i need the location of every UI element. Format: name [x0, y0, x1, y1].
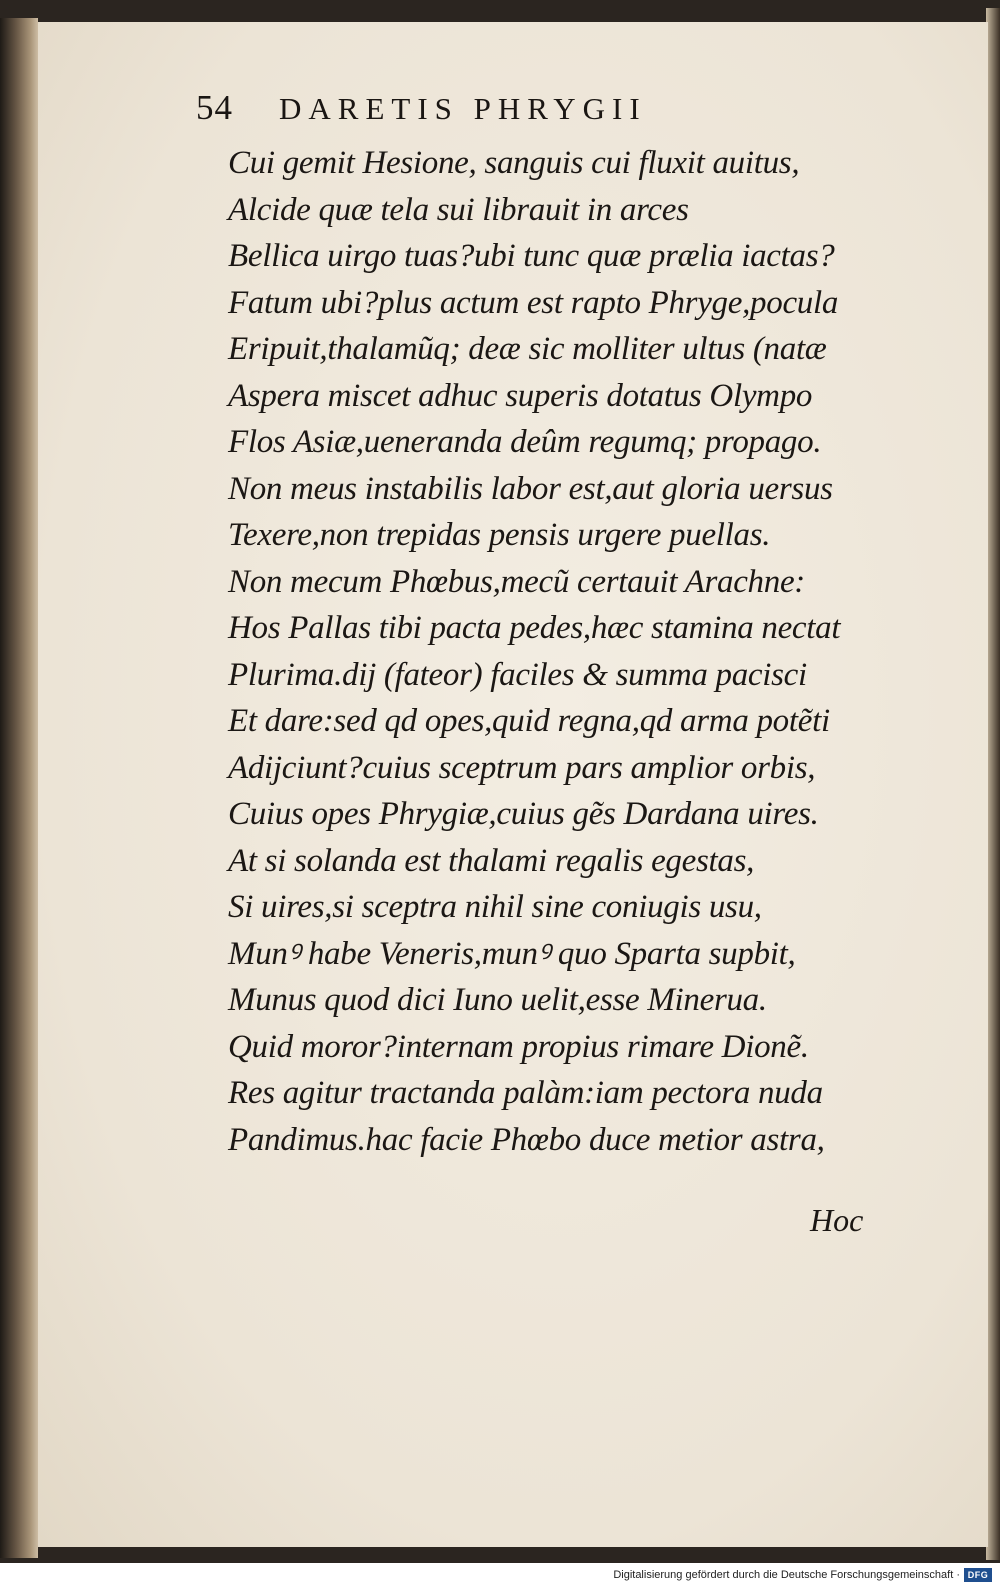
catchword: Hoc [810, 1202, 864, 1238]
verse-line: Alcide quæ tela sui librauit in arces [228, 191, 689, 228]
verse-line: Plurima.dij (fateor) faciles & summa pacisci [228, 656, 807, 693]
verse-line: Res agitur tractanda palàm:iam pectora nuda [228, 1075, 823, 1111]
verse-line: Bellica uirgo tuas?ubi tunc quæ prælia iactas? [228, 238, 835, 274]
verse-line: Cuius opes Phrygiæ,cuius gẽs Dardana uires. [228, 796, 819, 832]
verse-line: At si solanda est thalami regalis egestas, [228, 842, 755, 879]
verse-text-block [228, 140, 928, 1163]
verse-line: Si uires,si sceptra nihil sine coniugis usu, [228, 889, 762, 925]
verse-line: Non mecum Phœbus,mecũ certauit Arachne: [228, 563, 805, 600]
verse-line: Non meus instabilis labor est,aut gloria uersus [228, 470, 833, 507]
verse-line: Quid moror?internam propius rimare Dionẽ. [228, 1028, 809, 1065]
verse-line: Hos Pallas tibi pacta pedes,hæc stamina nectat [228, 610, 841, 646]
verse-line: Eripuit,thalamũq; deæ sic molliter ultus (natæ [228, 331, 827, 367]
page-fore-edge [986, 8, 1000, 1560]
verse-line: Aspera miscet adhuc superis dotatus Olympo [228, 377, 813, 414]
verse-line: Flos Asiæ,ueneranda deûm regumq; propago. [228, 424, 822, 460]
verse-line: Munus quod dici Iuno uelit,esse Minerua. [228, 982, 767, 1018]
verse-line: Adijciunt?cuius sceptrum pars amplior orbis, [228, 749, 816, 786]
running-title: DARETIS PHRYGII [279, 91, 647, 126]
dfg-logo: DFG [964, 1568, 992, 1582]
verse-line: Fatum ubi?plus actum est rapto Phryge,pocula [228, 284, 839, 321]
book-binding-edge [0, 18, 38, 1558]
running-head [196, 88, 796, 138]
verse-line: Texere,non trepidas pensis urgere puellas. [228, 517, 771, 553]
verse-line: Pandimus.hac facie Phœbo duce metior astra, [228, 1121, 825, 1158]
page-number: 54 [196, 88, 233, 127]
credit-text: Digitalisierung gefördert durch die Deutsche Forschungsgemeinschaft · [613, 1569, 960, 1581]
verse-line: Et dare:sed qd opes,quid regna,qd arma potẽti [228, 703, 830, 739]
verse-line: Munꝰ habe Veneris,munꝰ quo Sparta supbit, [228, 935, 796, 972]
verse-line: Cui gemit Hesione, sanguis cui fluxit auitus, [228, 145, 800, 181]
digitization-credit-bar [0, 1563, 1000, 1588]
